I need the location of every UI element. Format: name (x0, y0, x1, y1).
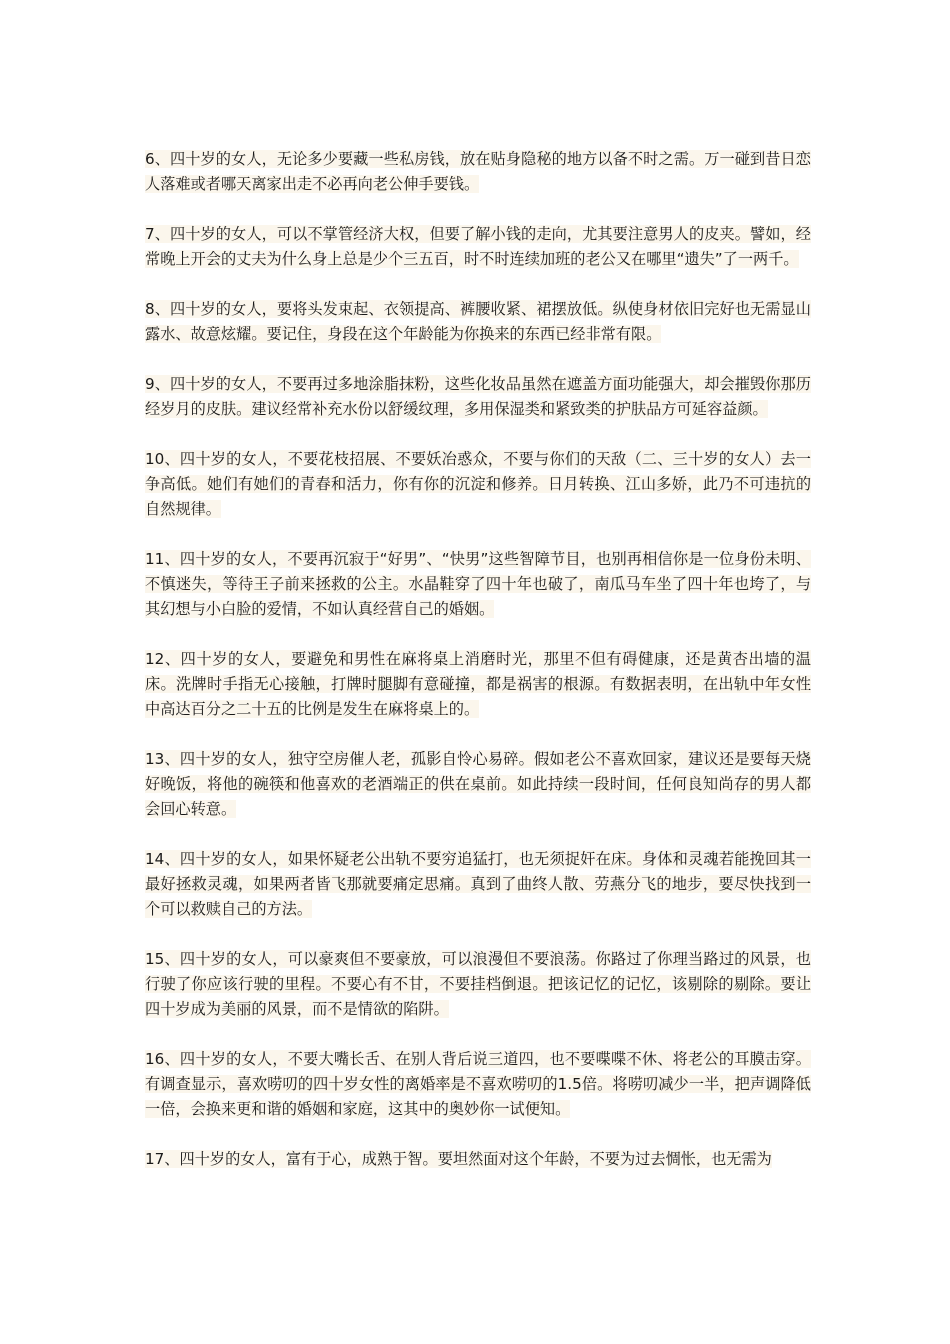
paragraph-6-text: 6、四十岁的女人，无论多少要藏一些私房钱，放在贴身隐秘的地方以备不时之需。万一碰到昔日恋人落难或者哪天离家出走不必再向老公伸手要钱。 (145, 150, 811, 193)
paragraph-7 (145, 222, 811, 272)
paragraph-10-text: 10、四十岁的女人，不要花枝招展、不要妖冶惑众，不要与你们的天敌（二、三十岁的女人）去一争高低。她们有她们的青春和活力，你有你的沉淀和修养。日月转换、江山多娇，此乃不可违抗的自然规律。 (145, 450, 811, 518)
paragraph-14 (145, 847, 811, 922)
paragraph-13 (145, 747, 811, 822)
paragraph-15 (145, 947, 811, 1022)
paragraph-10 (145, 447, 811, 522)
paragraph-15-text: 15、四十岁的女人，可以豪爽但不要豪放，可以浪漫但不要浪荡。你路过了你理当路过的风景，也行驶了你应该行驶的里程。不要心有不甘，不要挂档倒退。把该记忆的记忆，该剔除的剔除。要让四十岁成为美丽的风景，而不是情欲的陷阱。 (145, 950, 811, 1018)
paragraph-13-text: 13、四十岁的女人，独守空房催人老，孤影自怜心易碎。假如老公不喜欢回家，建议还是要每天烧好晚饭，将他的碗筷和他喜欢的老酒端正的供在桌前。如此持续一段时间，任何良知尚存的男人都会回心转意。 (145, 750, 811, 818)
paragraph-17-text: 17、四十岁的女人，富有于心，成熟于智。要坦然面对这个年龄，不要为过去惆怅，也无需为 (145, 1150, 772, 1168)
paragraph-8 (145, 297, 811, 347)
document-body (145, 147, 811, 1197)
paragraph-12 (145, 647, 811, 722)
paragraph-16 (145, 1047, 811, 1122)
paragraph-8-text: 8、四十岁的女人，要将头发束起、衣领提高、裤腰收紧、裙摆放低。纵使身材依旧完好也无需显山露水、故意炫耀。要记住，身段在这个年龄能为你换来的东西已经非常有限。 (145, 300, 811, 343)
paragraph-12-text: 12、四十岁的女人，要避免和男性在麻将桌上消磨时光，那里不但有碍健康，还是黄杏出墙的温床。洗牌时手指无心接触，打牌时腿脚有意碰撞，都是祸害的根源。有数据表明，在出轨中年女性中高达百分之二十五的比例是发生在麻将桌上的。 (145, 650, 811, 718)
paragraph-11-text: 11、四十岁的女人，不要再沉寂于“好男”、“快男”这些智障节目，也别再相信你是一位身份未明、不慎迷失，等待王子前来拯救的公主。水晶鞋穿了四十年也破了，南瓜马车坐了四十年也垮了，与其幻想与小白脸的爱情，不如认真经营自己的婚姻。 (145, 550, 811, 618)
paragraph-17 (145, 1147, 811, 1172)
paragraph-9-text: 9、四十岁的女人，不要再过多地涂脂抹粉，这些化妆品虽然在遮盖方面功能强大，却会摧毁你那历经岁月的皮肤。建议经常补充水份以舒缓纹理，多用保湿类和紧致类的护肤品方可延容益颜。 (145, 375, 811, 418)
paragraph-7-text: 7、四十岁的女人，可以不掌管经济大权，但要了解小钱的走向，尤其要注意男人的皮夹。譬如，经常晚上开会的丈夫为什么身上总是少个三五百，时不时连续加班的老公又在哪里“遗失”了一两千。 (145, 225, 811, 268)
paragraph-9 (145, 372, 811, 422)
paragraph-11 (145, 547, 811, 622)
paragraph-6 (145, 147, 811, 197)
paragraph-16-text: 16、四十岁的女人，不要大嘴长舌、在别人背后说三道四，也不要喋喋不休、将老公的耳膜击穿。有调查显示，喜欢唠叨的四十岁女性的离婚率是不喜欢唠叨的1.5倍。将唠叨减少一半，把声调降低一倍，会换来更和谐的婚姻和家庭，这其中的奥妙你一试便知。 (145, 1050, 811, 1118)
paragraph-14-text: 14、四十岁的女人，如果怀疑老公出轨不要穷追猛打，也无须捉奸在床。身体和灵魂若能挽回其一最好拯救灵魂，如果两者皆飞那就要痛定思痛。真到了曲终人散、劳燕分飞的地步，要尽快找到一个可以救赎自己的方法。 (145, 850, 811, 918)
